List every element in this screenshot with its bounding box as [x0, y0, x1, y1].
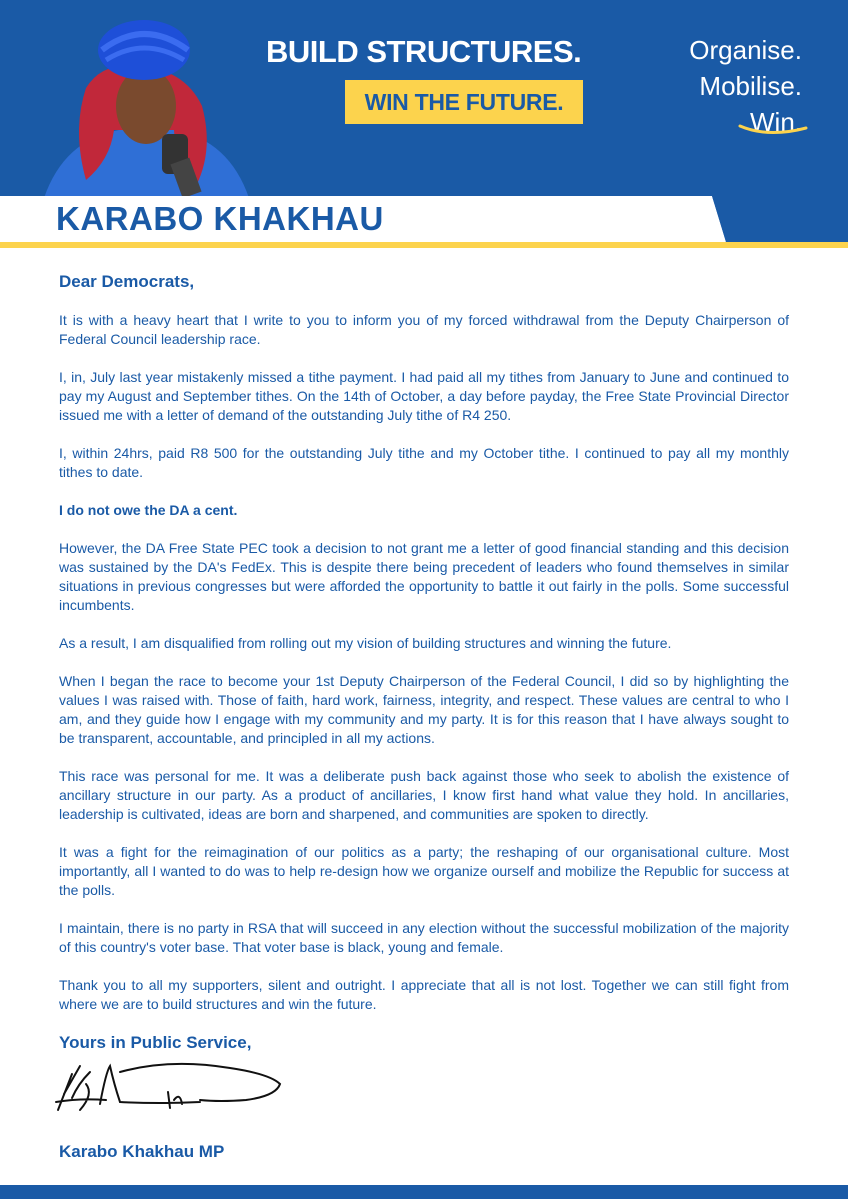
paragraph: Thank you to all my supporters, silent and outright. I appreciate that all is not lost. Together we can still fight from where we are to build structures and win the future.	[59, 977, 789, 1012]
salutation: Dear Democrats,	[59, 272, 195, 291]
paragraph: I, in, July last year mistakenly missed a tithe payment. I had paid all my tithes from January to June and continued to pay my August and September tithes. On the 14th of October, a day before payday, the Free State Provincial Director issued me with a letter of demand of the outstanding July tithe of R4 250.	[59, 369, 789, 423]
slogan-organise: Organise.	[689, 35, 802, 65]
win-underline-swoosh	[738, 122, 808, 136]
candidate-portrait	[24, 10, 264, 198]
paragraph: As a result, I am disqualified from rolling out my vision of building structures and winning the future.	[59, 635, 672, 651]
paragraph: I maintain, there is no party in RSA that will succeed in any election without the successful mobilization of the majority of this country's voter base. That voter base is black, young and female.	[59, 920, 789, 955]
paragraph: This race was personal for me. It was a deliberate push back against those who seek to abolish the existence of ancillary structure in our party. As a product of ancillaries, I know first hand what value they hold. In ancillaries, leadership is cultivated, ideas are born and sharpened, and communities are spoken to directly.	[59, 768, 789, 822]
handwritten-signature	[50, 1054, 290, 1124]
subline-badge: WIN THE FUTURE.	[345, 80, 583, 124]
paragraph: It is with a heavy heart that I write to you to inform you of my forced withdrawal from the Deputy Chairperson of Federal Council leadership race.	[59, 312, 789, 347]
paragraph: It was a fight for the reimagination of our politics as a party; the reshaping of our organisational culture. Most importantly, all I wanted to do was to help re-design how we organize ourself and mobilize the Republic for success at the polls.	[59, 844, 789, 898]
candidate-name: KARABO KHAKHAU	[56, 200, 384, 237]
paragraph: However, the DA Free State PEC took a decision to not grant me a letter of good financial standing and this decision was sustained by the DA's FedEx. This is despite there being precedent of leaders who found themselves in similar situations in previous congresses but were afforded the opportunity to battle it out fairly in the polls. Some successful incumbents.	[59, 540, 789, 613]
letter-body	[59, 272, 789, 1052]
paragraph-emphasis: I do not owe the DA a cent.	[59, 502, 238, 518]
signatory-name: Karabo Khakhau MP	[59, 1142, 225, 1161]
closing: Yours in Public Service,	[59, 1033, 252, 1052]
paragraph: When I began the race to become your 1st Deputy Chairperson of the Federal Council, I did so by highlighting the values I was raised with. Those of faith, hard work, fairness, integrity, and respect. These values are central to who I am, and they guide how I engage with my community and my party. It is for this reason that I have always sought to be transparent, accountable, and principled in all my actions.	[59, 673, 789, 746]
paragraph: I, within 24hrs, paid R8 500 for the outstanding July tithe and my October tithe. I continued to pay all my monthly tithes to date.	[59, 445, 789, 480]
slogan-win: Win.	[750, 107, 802, 137]
footer-bar	[0, 1185, 848, 1199]
headline: BUILD STRUCTURES.	[266, 34, 582, 69]
slogan-mobilise: Mobilise.	[699, 71, 802, 101]
